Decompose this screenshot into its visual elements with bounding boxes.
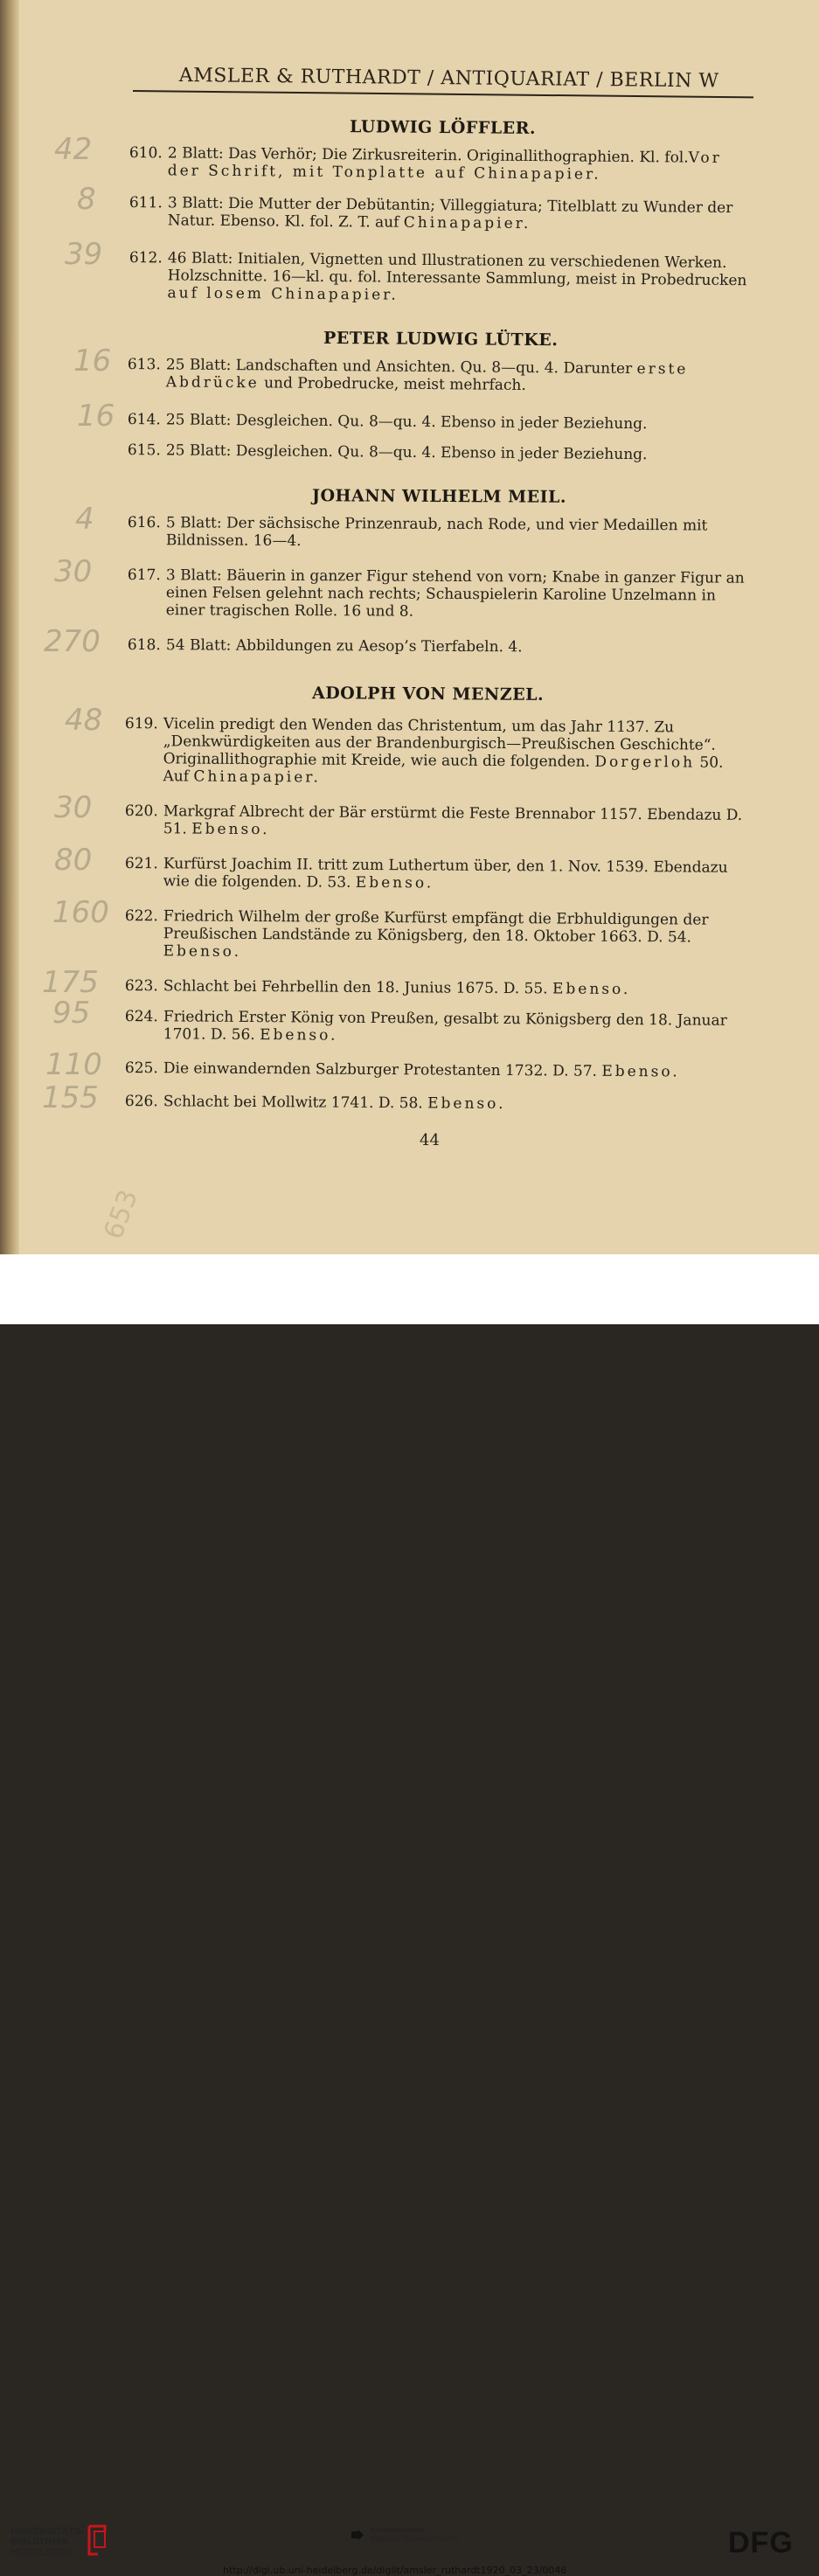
entry-text-segment: Friedrich Wilhelm der große Kurfürst empfängt die Erbhuldigungen der Preußischen Landstände zu Königsberg, den 18. Oktober 1663. D. 54. xyxy=(163,907,709,947)
pencil-mark: 653 xyxy=(98,1185,144,1244)
pencil-price: 48 xyxy=(65,703,103,738)
pencil-price: 160 xyxy=(52,895,109,930)
entry-number: 621. xyxy=(124,855,158,873)
page-number: 44 xyxy=(420,1131,440,1149)
entry-number: 613. xyxy=(127,356,161,374)
entry-number: 616. xyxy=(127,514,161,532)
book-gutter xyxy=(0,0,19,1254)
entry-number: 617. xyxy=(127,566,161,585)
entry-text xyxy=(163,1059,751,1081)
catalog-entry xyxy=(124,715,751,787)
pencil-price: 16 xyxy=(77,399,115,434)
entry-text xyxy=(163,855,751,894)
spaced-text: Ebenso. xyxy=(355,873,434,892)
spaced-text: erste Abdrücke xyxy=(165,360,689,392)
section-heading: ADOLPH VON MENZEL. xyxy=(311,684,545,705)
pencil-price: 39 xyxy=(65,237,103,272)
entry-text-segment: Friedrich Erster König von Preußen, gesalbt zu Königsberg den 18. Januar 1701. D. 56. xyxy=(163,1008,727,1045)
pencil-price: 42 xyxy=(54,132,93,167)
entry-text xyxy=(163,802,751,842)
entry-number: 624. xyxy=(124,1008,158,1026)
spaced-text: Ebenso. xyxy=(191,820,270,839)
ub-heidelberg-logo-icon xyxy=(86,2523,108,2558)
entry-text xyxy=(163,1093,751,1114)
entry-number: 615. xyxy=(127,441,161,460)
pencil-price: 4 xyxy=(75,502,94,537)
catalog-entry xyxy=(128,249,754,307)
entry-text xyxy=(166,514,753,552)
entry-text-segment: 25 Blatt: Desgleichen. Qu. 8—qu. 4. Ebenso in jeder Beziehung. xyxy=(165,441,648,464)
entry-text-segment: 3 Blatt: Die Mutter der Debütantin; Villeggiatura; Titelblatt zu Wunder der Natur. Ebenso. Kl. fol. Z. T. auf xyxy=(167,194,733,232)
running-header: AMSLER & RUTHARDT / ANTIQUARIAT / BERLIN W xyxy=(178,65,719,93)
entry-text xyxy=(163,907,751,964)
pencil-price: 30 xyxy=(54,790,93,825)
ub-heidelberg-text: UNIVERSITÄTS- BIBLIOTHEK HEIDELBERG xyxy=(10,2526,85,2558)
pencil-price: 175 xyxy=(42,965,99,1000)
entry-text xyxy=(168,144,755,184)
entry-text-segment: Kurfürst Joachim II. tritt zum Luthertum über, den 1. Nov. 1539. Ebendazu wie die folgenden. D. 53. xyxy=(163,855,728,892)
entry-text xyxy=(163,715,751,789)
spaced-text: Vor der Schrift, mit Tonplatte auf Chinapapier. xyxy=(167,149,722,184)
spaced-text: Ebenso. xyxy=(552,980,631,999)
entry-text-segment: Markgraf Albrecht der Bär erstürmt die Feste Brennabor 1157. Ebendazu D. 51. xyxy=(163,802,743,838)
entry-text-segment: 3 Blatt: Bäuerin in ganzer Figur stehend von vorn; Knabe in ganzer Figur an einen Felsen gelehnt nach rechts; Schauspielerin Karoline Unzelmann in einer tragischen Rolle. 16 und 8. xyxy=(165,566,745,621)
entry-text xyxy=(163,1008,751,1047)
entry-text xyxy=(168,194,755,234)
spaced-text: Ebenso. xyxy=(427,1094,506,1114)
spaced-text: Ebenso. xyxy=(601,1062,680,1081)
viewer-footer xyxy=(0,1254,819,2576)
entry-text xyxy=(166,356,753,396)
catalog-entry xyxy=(125,907,751,964)
entry-text-segment: Die einwandernden Salzburger Protestanten 1732. D. 57. xyxy=(163,1059,602,1080)
entry-text xyxy=(163,977,751,999)
section-heading: PETER LUDWIG LÜTKE. xyxy=(323,328,559,351)
catalog-entry xyxy=(128,194,754,252)
pencil-price: 80 xyxy=(54,843,93,878)
entry-text-segment: und Probedrucke, meist mehrfach. xyxy=(259,374,526,394)
catalog-entry xyxy=(125,855,751,912)
entry-number: 619. xyxy=(124,715,158,733)
entry-text-segment: 50. Auf xyxy=(163,753,724,786)
entry-number: 611. xyxy=(128,194,163,212)
entry-number: 610. xyxy=(128,144,163,163)
entry-text xyxy=(166,566,753,622)
spaced-text: Chinapapier. xyxy=(403,213,531,233)
catalog-entry xyxy=(128,144,754,202)
kunstbibliothek-logo-icon xyxy=(350,2528,365,2544)
entry-number: 623. xyxy=(124,977,158,996)
spaced-text: Ebenso. xyxy=(163,942,242,961)
spaced-text: Dorgerloh xyxy=(594,753,696,772)
entry-text-segment: 5 Blatt: Der sächsische Prinzenraub, nach Rode, und vier Medaillen mit Bildnissen. 16—4. xyxy=(165,514,708,551)
section-heading: JOHANN WILHELM MEIL. xyxy=(311,486,567,507)
pencil-price: 8 xyxy=(77,182,96,217)
entry-number: 625. xyxy=(124,1059,158,1078)
spaced-text: Ebenso. xyxy=(260,1026,338,1045)
catalog-entry xyxy=(125,1008,751,1065)
pencil-price: 95 xyxy=(52,996,91,1031)
catalog-entry xyxy=(128,566,753,622)
entry-text-segment: 54 Blatt: Abbildungen zu Aesop’s Tierfabeln. 4. xyxy=(165,636,523,656)
entry-text xyxy=(166,636,753,657)
pencil-price: 270 xyxy=(44,624,101,659)
entry-text-segment: Vicelin predigt den Wenden das Christentum, um das Jahr 1137. Zu „Denkwürdigkeiten aus der Brandenburgisch—Preußischen Geschichte“. Originallithographie mit Kreide, wie auch die folgenden. xyxy=(163,715,716,771)
entry-text-segment: 25 Blatt: Landschaften und Ansichten. Qu. 8—qu. 4. Darunter xyxy=(165,356,637,378)
pencil-price: 155 xyxy=(42,1080,99,1115)
pencil-price: 30 xyxy=(54,554,93,589)
dfg-logo: DFG xyxy=(728,2526,794,2559)
spaced-text: auf losem Chinapapier. xyxy=(167,284,399,304)
catalog-entry xyxy=(125,802,751,859)
entry-text xyxy=(166,411,753,434)
section-heading: LUDWIG LÖFFLER. xyxy=(349,117,537,138)
kunstbibliothek-text: Kunstbibliothek Staatliche Museen zu Berlin xyxy=(371,2526,458,2543)
entry-text-segment: 2 Blatt: Das Verhör; Die Zirkusreiterin. Originallithographien. Kl. fol. xyxy=(167,144,689,167)
pencil-price: 110 xyxy=(45,1047,102,1082)
entry-text xyxy=(167,249,754,307)
entry-number: 618. xyxy=(127,636,161,655)
pencil-price: 16 xyxy=(73,344,112,378)
entry-text-segment: Schlacht bei Fehrbellin den 18. Junius 1675. D. 55. xyxy=(163,977,553,998)
catalog-entry xyxy=(128,514,753,570)
entry-text-segment: 25 Blatt: Desgleichen. Qu. 8—qu. 4. Ebenso in jeder Beziehung. xyxy=(165,411,648,434)
catalog-entry xyxy=(127,356,753,413)
entry-number: 620. xyxy=(124,802,158,821)
entry-number: 612. xyxy=(128,249,163,267)
entry-text-segment: 46 Blatt: Initialen, Vignetten und Illustrationen zu verschiedenen Werken. Holzschnitte. 16—kl. qu. fol. Interessante Sammlung, meist in Probedrucken xyxy=(167,249,747,290)
entry-number: 622. xyxy=(124,907,158,926)
entry-text-segment: Schlacht bei Mollwitz 1741. D. 58. xyxy=(163,1093,428,1113)
catalog-page xyxy=(0,0,819,1254)
entry-number: 614. xyxy=(127,411,161,429)
entry-number: 626. xyxy=(124,1093,158,1111)
spaced-text: Chinapapier. xyxy=(193,767,322,787)
source-url[interactable]: http://digi.ub.uni-heidelberg.de/diglit/amsler_ruthardt1920_03_23/0046 xyxy=(223,2565,567,2576)
